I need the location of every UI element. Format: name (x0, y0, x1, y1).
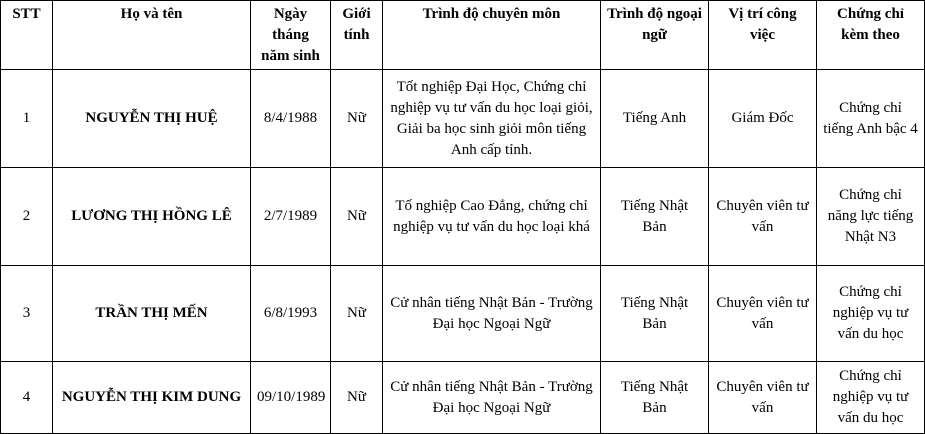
cell-gender: Nữ (331, 266, 383, 362)
cell-stt: 1 (1, 70, 53, 168)
header-position: Vị trí công việc (709, 1, 817, 70)
cell-name: NGUYỄN THỊ HUỆ (53, 70, 251, 168)
cell-dob: 2/7/1989 (251, 168, 331, 266)
header-stt: STT (1, 1, 53, 70)
cell-certificate: Chứng chỉ nghiệp vụ tư vấn du học (817, 266, 925, 362)
cell-language: Tiếng Nhật Bản (601, 168, 709, 266)
header-dob: Ngày tháng năm sinh (251, 1, 331, 70)
cell-qualification: Tốt nghiệp Đại Học, Chứng chỉ nghiệp vụ tư vấn du học loại giỏi, Giải ba học sinh giỏi môn tiếng Anh cấp tỉnh. (383, 70, 601, 168)
cell-name: TRẦN THỊ MẾN (53, 266, 251, 362)
cell-stt: 2 (1, 168, 53, 266)
cell-certificate: Chứng chỉ năng lực tiếng Nhật N3 (817, 168, 925, 266)
header-name: Họ và tên (53, 1, 251, 70)
cell-gender: Nữ (331, 362, 383, 434)
cell-language: Tiếng Nhật Bản (601, 362, 709, 434)
cell-dob: 8/4/1988 (251, 70, 331, 168)
table-row (1, 70, 925, 168)
cell-position: Chuyên viên tư vấn (709, 266, 817, 362)
cell-name: LƯƠNG THỊ HỒNG LÊ (53, 168, 251, 266)
header-certificate: Chứng chỉ kèm theo (817, 1, 925, 70)
cell-gender: Nữ (331, 70, 383, 168)
table-row (1, 362, 925, 434)
cell-gender: Nữ (331, 168, 383, 266)
cell-certificate: Chứng chỉ nghiệp vụ tư vấn du học (817, 362, 925, 434)
header-row (1, 1, 925, 70)
cell-stt: 4 (1, 362, 53, 434)
cell-name: NGUYỄN THỊ KIM DUNG (53, 362, 251, 434)
cell-dob: 09/10/1989 (251, 362, 331, 434)
cell-language: Tiếng Nhật Bản (601, 266, 709, 362)
cell-qualification: Tố nghiệp Cao Đẳng, chứng chỉ nghiệp vụ tư vấn du học loại khá (383, 168, 601, 266)
cell-certificate: Chứng chỉ tiếng Anh bậc 4 (817, 70, 925, 168)
cell-position: Giám Đốc (709, 70, 817, 168)
table-row (1, 266, 925, 362)
cell-qualification: Cử nhân tiếng Nhật Bản - Trường Đại học Ngoại Ngữ (383, 362, 601, 434)
cell-language: Tiếng Anh (601, 70, 709, 168)
header-language: Trình độ ngoại ngữ (601, 1, 709, 70)
header-qualification: Trình độ chuyên môn (383, 1, 601, 70)
table-row (1, 168, 925, 266)
cell-dob: 6/8/1993 (251, 266, 331, 362)
cell-stt: 3 (1, 266, 53, 362)
cell-qualification: Cử nhân tiếng Nhật Bản - Trường Đại học Ngoại Ngữ (383, 266, 601, 362)
header-gender: Giới tính (331, 1, 383, 70)
cell-position: Chuyên viên tư vấn (709, 168, 817, 266)
cell-position: Chuyên viên tư vấn (709, 362, 817, 434)
